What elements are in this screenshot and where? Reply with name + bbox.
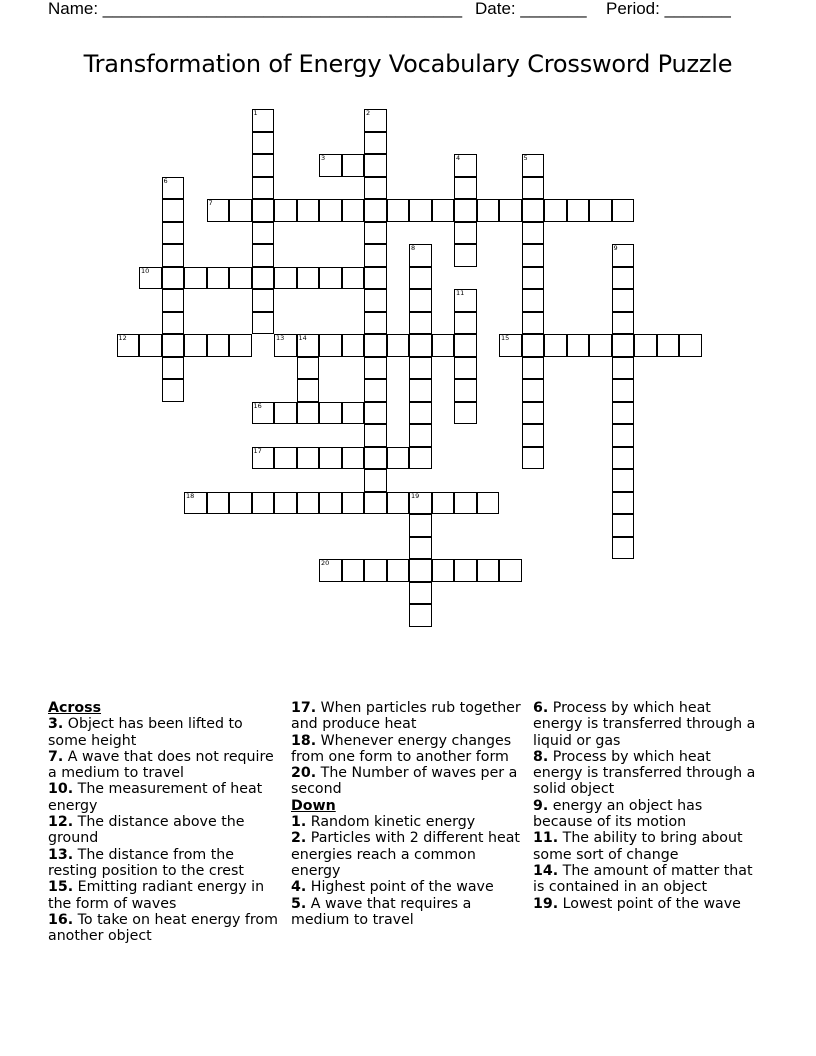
crossword-cell[interactable]: [252, 447, 275, 470]
crossword-cell[interactable]: [454, 312, 477, 335]
clue-text: Emitting radiant energy in the form of waves: [48, 879, 265, 912]
crossword-cell[interactable]: [342, 447, 365, 470]
clue-number-label: 11: [456, 289, 465, 297]
crossword-cell[interactable]: [274, 447, 297, 470]
crossword-cell[interactable]: [139, 267, 162, 290]
across-clue: [48, 716, 278, 749]
crossword-cell[interactable]: [612, 492, 635, 515]
crossword-cell[interactable]: [162, 177, 185, 200]
crossword-cell[interactable]: [229, 267, 252, 290]
across-clue: [291, 765, 521, 798]
crossword-cell[interactable]: [364, 244, 387, 267]
clue-text: The ability to bring about some sort of change: [533, 830, 743, 863]
clue-number: 11.: [533, 830, 559, 847]
across-clue: [291, 700, 521, 733]
crossword-cell[interactable]: [162, 244, 185, 267]
crossword-cell[interactable]: [612, 424, 635, 447]
crossword-cell[interactable]: [319, 447, 342, 470]
crossword-cell[interactable]: [342, 492, 365, 515]
crossword-cell[interactable]: [544, 199, 567, 222]
crossword-cell[interactable]: [364, 177, 387, 200]
crossword-cell[interactable]: [364, 469, 387, 492]
clue-text: A wave that does not require a medium to travel: [48, 748, 274, 782]
crossword-cell[interactable]: [454, 334, 477, 357]
crossword-cell[interactable]: [342, 267, 365, 290]
clue-text: Lowest point of the wave: [558, 895, 741, 912]
crossword-cell[interactable]: [184, 267, 207, 290]
clue-text: The distance from the resting position to the crest: [48, 846, 244, 879]
crossword-cell[interactable]: [364, 289, 387, 312]
crossword-cell[interactable]: [454, 244, 477, 267]
crossword-cell[interactable]: [342, 334, 365, 357]
crossword-cell[interactable]: [364, 424, 387, 447]
clue-number: 17.: [291, 700, 317, 716]
crossword-cell[interactable]: [589, 334, 612, 357]
crossword-cell[interactable]: [612, 537, 635, 560]
down-clue: [533, 749, 763, 798]
crossword-cell[interactable]: [252, 177, 275, 200]
crossword-cell[interactable]: [364, 559, 387, 582]
crossword-cell[interactable]: [162, 334, 185, 357]
clue-number: 3.: [48, 716, 64, 733]
clue-number-label: 3: [321, 154, 326, 162]
crossword-cell[interactable]: [364, 267, 387, 290]
crossword-cell[interactable]: [274, 199, 297, 222]
crossword-cell[interactable]: [522, 334, 545, 357]
clue-number: 10.: [48, 781, 74, 798]
crossword-cell[interactable]: [364, 132, 387, 155]
crossword-cell[interactable]: [499, 334, 522, 357]
crossword-cell[interactable]: [612, 447, 635, 470]
crossword-cell[interactable]: [409, 447, 432, 470]
crossword-cell[interactable]: [409, 379, 432, 402]
clue-number: 19.: [533, 895, 559, 912]
clue-text: Process by which heat energy is transferred through a solid object: [533, 748, 756, 798]
crossword-cell[interactable]: [477, 492, 500, 515]
crossword-cell[interactable]: [522, 424, 545, 447]
crossword-cell[interactable]: [364, 402, 387, 425]
crossword-cell[interactable]: [522, 177, 545, 200]
crossword-cell[interactable]: [387, 559, 410, 582]
down-clue: [533, 798, 763, 831]
clue-column-3: [533, 700, 763, 912]
clue-number: 20.: [291, 765, 317, 782]
clue-text: When particles rub together and produce heat: [291, 700, 521, 733]
clue-number-label: 20: [321, 559, 330, 567]
crossword-cell[interactable]: [274, 267, 297, 290]
crossword-cell[interactable]: [274, 402, 297, 425]
crossword-cell[interactable]: [297, 357, 320, 380]
crossword-cell[interactable]: [297, 199, 320, 222]
crossword-cell[interactable]: [612, 357, 635, 380]
crossword-cell[interactable]: [252, 402, 275, 425]
crossword-cell[interactable]: [252, 492, 275, 515]
crossword-cell[interactable]: [319, 334, 342, 357]
crossword-cell[interactable]: [409, 289, 432, 312]
crossword-cell[interactable]: [612, 244, 635, 267]
crossword-cell[interactable]: [139, 334, 162, 357]
clue-number-label: 19: [411, 491, 420, 500]
crossword-cell[interactable]: [409, 537, 432, 560]
crossword-cell[interactable]: [454, 402, 477, 425]
crossword-cell[interactable]: [522, 289, 545, 312]
crossword-cell[interactable]: [319, 199, 342, 222]
crossword-cell[interactable]: [274, 334, 297, 357]
crossword-cell[interactable]: [342, 559, 365, 582]
crossword-cell[interactable]: [229, 492, 252, 515]
crossword-cell[interactable]: [432, 559, 455, 582]
across-clue: [48, 781, 278, 814]
crossword-cell[interactable]: [612, 379, 635, 402]
crossword-cell[interactable]: [297, 447, 320, 470]
crossword-cell[interactable]: [387, 447, 410, 470]
down-clue: [291, 896, 521, 929]
crossword-cell[interactable]: [162, 267, 185, 290]
crossword-cell[interactable]: [319, 559, 342, 582]
crossword-cell[interactable]: [364, 334, 387, 357]
clue-number-label: 4: [456, 154, 461, 162]
crossword-cell[interactable]: [252, 199, 275, 222]
date-field[interactable]: Date: _______: [475, 0, 587, 18]
clue-text: Whenever energy changes from one form to another form: [291, 732, 512, 765]
crossword-cell[interactable]: [409, 582, 432, 605]
clue-number-label: 5: [523, 154, 528, 162]
clue-number-label: 16: [253, 401, 262, 410]
clue-text: A wave that requires a medium to travel: [291, 895, 472, 928]
clue-text: Object has been lifted to some height: [48, 716, 243, 749]
crossword-cell[interactable]: [589, 199, 612, 222]
crossword-cell[interactable]: [612, 289, 635, 312]
crossword-cell[interactable]: [499, 559, 522, 582]
crossword-cell[interactable]: [612, 469, 635, 492]
down-clue: [533, 863, 763, 896]
crossword-cell[interactable]: [319, 267, 342, 290]
clue-number: 12.: [48, 814, 74, 831]
crossword-cell[interactable]: [409, 244, 432, 267]
clue-number: 18.: [291, 732, 317, 749]
down-clue: [291, 814, 521, 830]
crossword-cell[interactable]: [252, 154, 275, 177]
clue-column-1: [48, 700, 278, 944]
clue-text: Random kinetic energy: [306, 814, 476, 831]
clue-text: The distance above the ground: [48, 814, 245, 847]
crossword-cell[interactable]: [252, 109, 275, 132]
clue-number-label: 15: [501, 334, 510, 342]
crossword-cell[interactable]: [432, 492, 455, 515]
crossword-cell[interactable]: [522, 199, 545, 222]
crossword-cell[interactable]: [364, 312, 387, 335]
crossword-cell[interactable]: [409, 334, 432, 357]
clue-number: 6.: [533, 700, 549, 716]
crossword-cell[interactable]: [342, 402, 365, 425]
crossword-cell[interactable]: [229, 199, 252, 222]
clue-number-label: 12: [118, 334, 127, 342]
crossword-cell[interactable]: [522, 357, 545, 380]
clue-number-label: 1: [253, 109, 258, 117]
crossword-cell[interactable]: [162, 357, 185, 380]
crossword-cell[interactable]: [297, 334, 320, 357]
crossword-cell[interactable]: [184, 334, 207, 357]
crossword-cell[interactable]: [229, 334, 252, 357]
crossword-cell[interactable]: [364, 109, 387, 132]
crossword-cell[interactable]: [207, 334, 230, 357]
crossword-cell[interactable]: [364, 447, 387, 470]
crossword-cell[interactable]: [342, 154, 365, 177]
crossword-cell[interactable]: [162, 199, 185, 222]
crossword-cell[interactable]: [409, 514, 432, 537]
crossword-cell[interactable]: [454, 492, 477, 515]
crossword-cell[interactable]: [612, 514, 635, 537]
clue-number-label: 8: [411, 244, 416, 252]
clue-text: energy an object has because of its motion: [533, 797, 703, 831]
across-clue: [291, 733, 521, 766]
clue-text: The Number of waves per a second: [291, 765, 518, 798]
clue-number: 7.: [48, 748, 64, 765]
crossword-cell[interactable]: [522, 154, 545, 177]
down-clue: [533, 700, 763, 749]
crossword-cell[interactable]: [522, 267, 545, 290]
crossword-cell[interactable]: [364, 199, 387, 222]
clue-text: The amount of matter that is contained in an object: [533, 862, 753, 896]
clue-number-label: 13: [276, 334, 285, 342]
crossword-cell[interactable]: [522, 222, 545, 245]
clue-text: Process by which heat energy is transferred through a liquid or gas: [533, 700, 756, 749]
crossword-cell[interactable]: [409, 559, 432, 582]
crossword-cell[interactable]: [612, 199, 635, 222]
across-clue: [48, 749, 278, 782]
crossword-cell[interactable]: [252, 267, 275, 290]
crossword-cell[interactable]: [297, 402, 320, 425]
crossword-cell[interactable]: [454, 289, 477, 312]
crossword-cell[interactable]: [409, 357, 432, 380]
name-field[interactable]: Name: ______________________________________: [48, 0, 463, 18]
crossword-cell[interactable]: [612, 402, 635, 425]
crossword-cell[interactable]: [162, 312, 185, 335]
crossword-cell[interactable]: [252, 289, 275, 312]
clue-number: 2.: [291, 830, 307, 847]
clue-number-label: 9: [613, 244, 618, 252]
clue-number: 13.: [48, 846, 74, 863]
across-clue: [48, 912, 278, 945]
clue-text: To take on heat energy from another object: [48, 911, 278, 945]
clue-number: 15.: [48, 879, 74, 896]
across-clue: [48, 847, 278, 880]
clue-number: 5.: [291, 895, 307, 912]
crossword-cell[interactable]: [612, 312, 635, 335]
crossword-cell[interactable]: [162, 222, 185, 245]
clue-number-label: 7: [208, 199, 213, 207]
crossword-cell[interactable]: [207, 267, 230, 290]
clue-number: 9.: [533, 797, 549, 814]
clue-text: Highest point of the wave: [306, 879, 494, 896]
clue-number-label: 2: [366, 109, 371, 117]
clue-number-label: 17: [253, 446, 262, 455]
crossword-cell[interactable]: [544, 334, 567, 357]
clue-number: 14.: [533, 862, 559, 879]
crossword-cell[interactable]: [522, 379, 545, 402]
crossword-cell[interactable]: [364, 379, 387, 402]
crossword-cell[interactable]: [499, 199, 522, 222]
crossword-cell[interactable]: [612, 267, 635, 290]
clue-number-label: 10: [141, 266, 150, 275]
crossword-cell[interactable]: [409, 424, 432, 447]
crossword-cell[interactable]: [252, 244, 275, 267]
crossword-cell[interactable]: [162, 289, 185, 312]
crossword-cell[interactable]: [207, 492, 230, 515]
down-clue: [291, 830, 521, 879]
clue-text: Particles with 2 different heat energies reach a common energy: [291, 830, 520, 879]
crossword-cell[interactable]: [522, 244, 545, 267]
period-field[interactable]: Period: _______: [606, 0, 731, 18]
crossword-cell[interactable]: [252, 312, 275, 335]
crossword-cell[interactable]: [409, 604, 432, 627]
across-heading: Across: [48, 700, 102, 716]
crossword-cell[interactable]: [297, 492, 320, 515]
crossword-cell[interactable]: [387, 199, 410, 222]
across-clue: [48, 879, 278, 912]
down-heading: Down: [291, 797, 336, 814]
crossword-cell[interactable]: [409, 199, 432, 222]
crossword-cell[interactable]: [319, 492, 342, 515]
crossword-cell[interactable]: [454, 222, 477, 245]
down-clue: [291, 879, 521, 895]
crossword-cell[interactable]: [409, 312, 432, 335]
crossword-cell[interactable]: [567, 334, 590, 357]
crossword-cell[interactable]: [522, 447, 545, 470]
crossword-cell[interactable]: [184, 492, 207, 515]
crossword-cell[interactable]: [252, 132, 275, 155]
clue-number-label: 14: [298, 334, 307, 342]
clue-number: 4.: [291, 879, 307, 896]
crossword-cell[interactable]: [162, 379, 185, 402]
clue-number: 16.: [48, 911, 74, 928]
crossword-cell[interactable]: [634, 334, 657, 357]
crossword-cell[interactable]: [454, 154, 477, 177]
crossword-cell[interactable]: [567, 199, 590, 222]
crossword-cell[interactable]: [612, 334, 635, 357]
crossword-cell[interactable]: [522, 402, 545, 425]
crossword-cell[interactable]: [252, 222, 275, 245]
crossword-cell[interactable]: [364, 357, 387, 380]
crossword-cell[interactable]: [274, 492, 297, 515]
crossword-cell[interactable]: [364, 154, 387, 177]
crossword-cell[interactable]: [409, 402, 432, 425]
crossword-cell[interactable]: [117, 334, 140, 357]
crossword-cell[interactable]: [297, 379, 320, 402]
crossword-cell[interactable]: [679, 334, 702, 357]
crossword-cell[interactable]: [387, 492, 410, 515]
crossword-cell[interactable]: [477, 199, 500, 222]
crossword-cell[interactable]: [409, 267, 432, 290]
crossword-cell[interactable]: [319, 154, 342, 177]
crossword-cell[interactable]: [432, 334, 455, 357]
crossword-cell[interactable]: [477, 559, 500, 582]
down-clue: [533, 830, 763, 863]
clue-number-label: 6: [163, 176, 168, 185]
crossword-cell[interactable]: [207, 199, 230, 222]
crossword-cell[interactable]: [454, 357, 477, 380]
crossword-cell[interactable]: [387, 334, 410, 357]
clue-text: The measurement of heat energy: [48, 781, 263, 814]
crossword-cell[interactable]: [342, 199, 365, 222]
crossword-cell[interactable]: [522, 312, 545, 335]
crossword-cell[interactable]: [454, 559, 477, 582]
crossword-cell[interactable]: [657, 334, 680, 357]
crossword-cell[interactable]: [432, 199, 455, 222]
crossword-cell[interactable]: [454, 177, 477, 200]
crossword-cell[interactable]: [454, 199, 477, 222]
crossword-cell[interactable]: [297, 267, 320, 290]
crossword-cell[interactable]: [409, 492, 432, 515]
crossword-cell[interactable]: [364, 222, 387, 245]
clue-column-2: [291, 700, 521, 928]
crossword-cell[interactable]: [319, 402, 342, 425]
across-clue: [48, 814, 278, 847]
down-clue: [533, 896, 763, 912]
clue-number: 1.: [291, 814, 307, 831]
crossword-cell[interactable]: [454, 379, 477, 402]
clue-number-label: 18: [186, 491, 195, 500]
page-title: Transformation of Energy Vocabulary Crossword Puzzle: [83, 50, 733, 78]
crossword-cell[interactable]: [364, 492, 387, 515]
clue-number: 8.: [533, 748, 549, 765]
